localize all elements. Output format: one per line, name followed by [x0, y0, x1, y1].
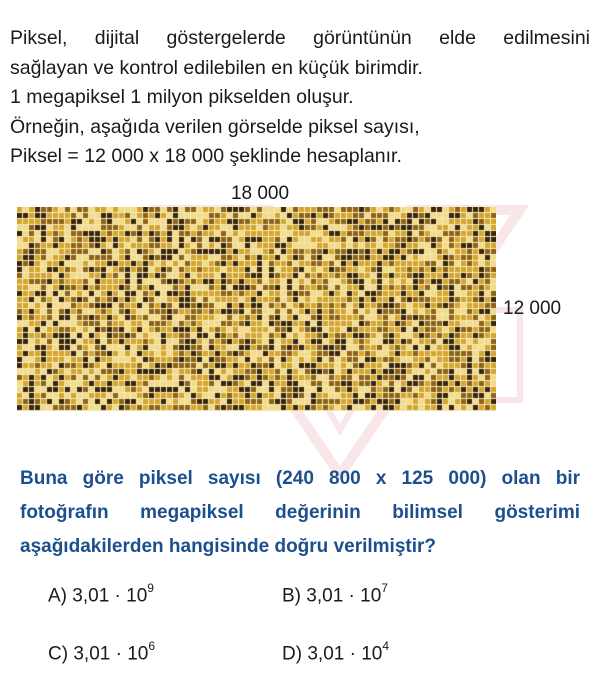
option-d-mantissa: 3,01 · 10 — [307, 643, 383, 665]
option-b-exponent: 7 — [381, 581, 388, 595]
option-b-mantissa: 3,01 · 10 — [306, 585, 382, 607]
pixel-mosaic-image — [17, 207, 496, 411]
intro-line-3: 1 megapiksel 1 milyon pikselden oluşur. — [10, 86, 354, 108]
intro-line-5: Piksel = 12 000 x 18 000 şeklinde hesaplanır. — [10, 145, 402, 167]
option-a-exponent: 9 — [147, 581, 154, 595]
intro-text — [10, 24, 590, 172]
option-a-mantissa: 3,01 · 10 — [72, 585, 148, 607]
option-a-letter: A) — [48, 585, 67, 607]
option-a[interactable] — [48, 583, 154, 607]
option-d-letter: D) — [282, 643, 303, 665]
option-b-letter: B) — [282, 585, 301, 607]
width-label: 18 000 — [230, 183, 290, 204]
option-c[interactable] — [48, 641, 155, 665]
question-line-1: Buna göre piksel sayısı (240 800 x 125 000) olan bir — [20, 468, 580, 489]
option-c-exponent: 6 — [148, 639, 156, 653]
question-line-3: aşağıdakilerden hangisinde doğru verilmiştir? — [20, 536, 436, 557]
question-line-2: fotoğrafın megapiksel değerinin bilimsel gösterimi — [20, 502, 580, 523]
option-b[interactable] — [282, 583, 388, 607]
option-d-exponent: 4 — [382, 639, 390, 653]
intro-line-4: Örneğin, aşağıda verilen görselde piksel sayısı, — [10, 115, 420, 138]
question-text — [20, 462, 580, 564]
height-label: 12 000 — [503, 298, 562, 319]
option-d[interactable] — [282, 641, 389, 665]
intro-line-2: sağlayan ve kontrol edilebilen en küçük birimdir. — [10, 56, 423, 79]
option-c-mantissa: 3,01 · 10 — [73, 643, 149, 665]
option-c-letter: C) — [48, 643, 69, 665]
intro-line-1: Piksel, dijital göstergelerde görüntünün elde edilmesini — [10, 27, 590, 49]
